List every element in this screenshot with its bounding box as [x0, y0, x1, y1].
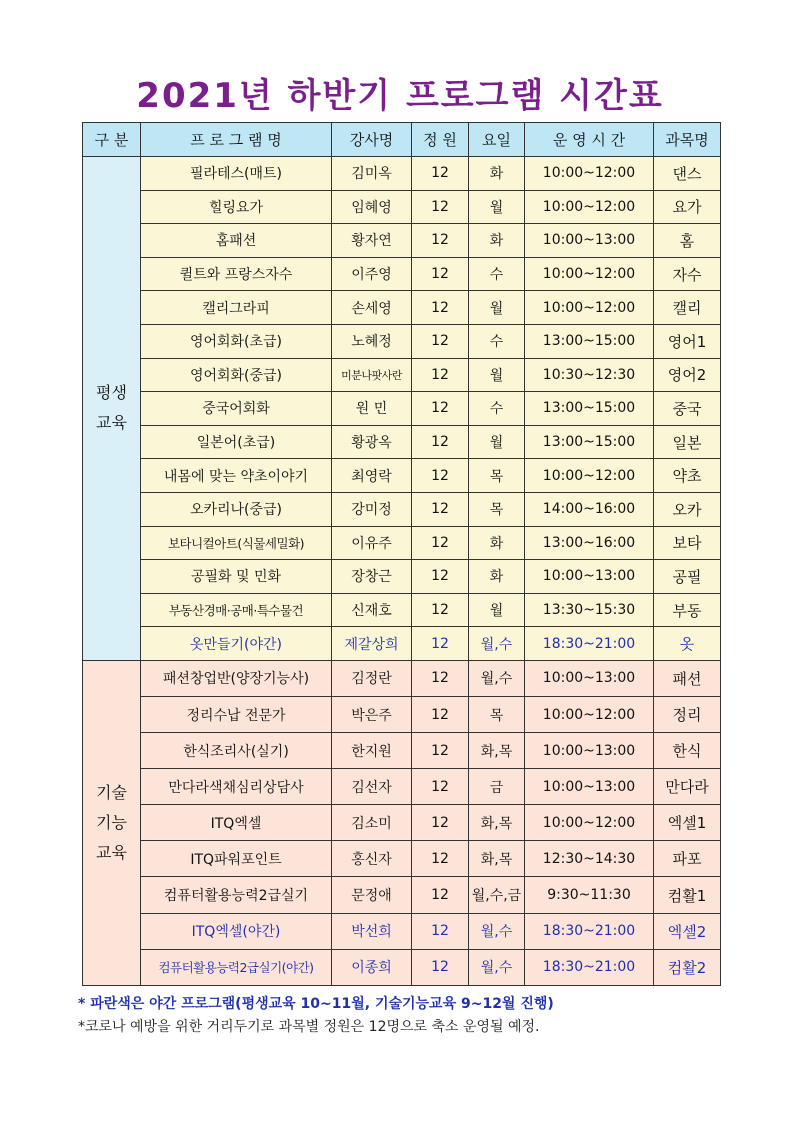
capacity-cell: 12: [412, 913, 469, 949]
time-cell: 13:00~15:00: [525, 392, 654, 426]
instructor-cell: 이유주: [332, 526, 412, 560]
program-cell: 필라테스(매트): [141, 157, 332, 191]
table-row: [83, 358, 721, 392]
instructor-cell: 장창근: [332, 560, 412, 594]
schedule-table: [82, 122, 721, 986]
day-cell: 월: [469, 425, 525, 459]
subject-cell: 옷: [654, 627, 721, 661]
capacity-cell: 12: [412, 358, 469, 392]
header-day: 요일: [469, 123, 525, 157]
capacity-cell: 12: [412, 769, 469, 805]
subject-cell: 일본: [654, 425, 721, 459]
table-row: [83, 593, 721, 627]
day-cell: 월: [469, 291, 525, 325]
table-row: [83, 913, 721, 949]
program-cell: 오카리나(중급): [141, 492, 332, 526]
capacity-cell: 12: [412, 627, 469, 661]
instructor-cell: 황자연: [332, 224, 412, 258]
category-cell: 평생 교육: [83, 157, 141, 661]
capacity-cell: 12: [412, 291, 469, 325]
program-cell: 부동산경매·공매·특수물건: [141, 593, 332, 627]
capacity-cell: 12: [412, 492, 469, 526]
table-row: [83, 627, 721, 661]
instructor-cell: 신재호: [332, 593, 412, 627]
instructor-cell: 박은주: [332, 697, 412, 733]
time-cell: 10:00~13:00: [525, 660, 654, 696]
time-cell: 10:30~12:30: [525, 358, 654, 392]
table-row: [83, 697, 721, 733]
day-cell: 화,목: [469, 805, 525, 841]
day-cell: 화: [469, 157, 525, 191]
program-cell: 패션창업반(양장기능사): [141, 660, 332, 696]
instructor-cell: 김정란: [332, 660, 412, 696]
program-cell: 영어회화(초급): [141, 324, 332, 358]
day-cell: 목: [469, 697, 525, 733]
day-cell: 화: [469, 560, 525, 594]
program-cell: 만다라색채심리상담사: [141, 769, 332, 805]
capacity-cell: 12: [412, 593, 469, 627]
subject-cell: 보타: [654, 526, 721, 560]
program-cell: ITQ엑셀: [141, 805, 332, 841]
instructor-cell: 이주영: [332, 257, 412, 291]
program-cell: 공필화 및 민화: [141, 560, 332, 594]
day-cell: 수: [469, 324, 525, 358]
table-header-row: [83, 123, 721, 157]
instructor-cell: 김선자: [332, 769, 412, 805]
program-cell: 컴퓨터활용능력2급실기(야간): [141, 949, 332, 985]
table-row: [83, 425, 721, 459]
time-cell: 14:00~16:00: [525, 492, 654, 526]
header-program: 프 로 그 램 명: [141, 123, 332, 157]
capacity-cell: 12: [412, 324, 469, 358]
day-cell: 화: [469, 526, 525, 560]
program-cell: 캘리그라피: [141, 291, 332, 325]
capacity-cell: 12: [412, 697, 469, 733]
subject-cell: 부동: [654, 593, 721, 627]
subject-cell: 요가: [654, 190, 721, 224]
day-cell: 월,수: [469, 949, 525, 985]
time-cell: 13:30~15:30: [525, 593, 654, 627]
table-row: [83, 224, 721, 258]
table-row: [83, 157, 721, 191]
table-row: [83, 257, 721, 291]
day-cell: 금: [469, 769, 525, 805]
subject-cell: 영어2: [654, 358, 721, 392]
capacity-cell: 12: [412, 733, 469, 769]
day-cell: 월,수,금: [469, 877, 525, 913]
instructor-cell: 김미옥: [332, 157, 412, 191]
table-row: [83, 733, 721, 769]
table-row: [83, 526, 721, 560]
capacity-note: *코로나 예방을 위한 거리두기로 과목별 정원은 12명으로 축소 운영될 예정.: [78, 1019, 540, 1035]
program-cell: 한식조리사(실기): [141, 733, 332, 769]
day-cell: 목: [469, 459, 525, 493]
program-cell: 홈패션: [141, 224, 332, 258]
subject-cell: 패션: [654, 660, 721, 696]
table-row: [83, 291, 721, 325]
capacity-cell: 12: [412, 459, 469, 493]
header-time: 운 영 시 간: [525, 123, 654, 157]
category-cell: 기술 기능 교육: [83, 660, 141, 985]
program-cell: ITQ파워포인트: [141, 841, 332, 877]
table-row: [83, 660, 721, 696]
program-cell: ITQ엑셀(야간): [141, 913, 332, 949]
table-row: [83, 560, 721, 594]
header-subject: 과목명: [654, 123, 721, 157]
time-cell: 10:00~13:00: [525, 733, 654, 769]
subject-cell: 댄스: [654, 157, 721, 191]
table-body: [83, 157, 721, 986]
day-cell: 월,수: [469, 913, 525, 949]
subject-cell: 컴활2: [654, 949, 721, 985]
day-cell: 월: [469, 190, 525, 224]
day-cell: 화,목: [469, 733, 525, 769]
capacity-cell: 12: [412, 157, 469, 191]
header-category: 구 분: [83, 123, 141, 157]
time-cell: 10:00~12:00: [525, 459, 654, 493]
capacity-cell: 12: [412, 224, 469, 258]
night-program-note: * 파란색은 야간 프로그램(평생교육 10~11월, 기술기능교육 9~12월 진행): [78, 996, 554, 1012]
capacity-cell: 12: [412, 877, 469, 913]
subject-cell: 약초: [654, 459, 721, 493]
time-cell: 10:00~12:00: [525, 190, 654, 224]
table-row: [83, 949, 721, 985]
subject-cell: 오카: [654, 492, 721, 526]
time-cell: 18:30~21:00: [525, 627, 654, 661]
day-cell: 월: [469, 593, 525, 627]
table-row: [83, 492, 721, 526]
day-cell: 수: [469, 392, 525, 426]
capacity-cell: 12: [412, 392, 469, 426]
day-cell: 월,수: [469, 660, 525, 696]
subject-cell: 파포: [654, 841, 721, 877]
day-cell: 월: [469, 358, 525, 392]
time-cell: 13:00~15:00: [525, 425, 654, 459]
instructor-cell: 임혜영: [332, 190, 412, 224]
header-capacity: 정 원: [412, 123, 469, 157]
time-cell: 10:00~13:00: [525, 560, 654, 594]
time-cell: 9:30~11:30: [525, 877, 654, 913]
program-cell: 보타니컬아트(식물세밀화): [141, 526, 332, 560]
subject-cell: 캘리: [654, 291, 721, 325]
table-row: [83, 805, 721, 841]
instructor-cell: 제갈상희: [332, 627, 412, 661]
program-cell: 중국어회화: [141, 392, 332, 426]
subject-cell: 공필: [654, 560, 721, 594]
table-row: [83, 190, 721, 224]
subject-cell: 만다라: [654, 769, 721, 805]
subject-cell: 엑셀2: [654, 913, 721, 949]
day-cell: 수: [469, 257, 525, 291]
time-cell: 18:30~21:00: [525, 949, 654, 985]
time-cell: 10:00~12:00: [525, 697, 654, 733]
subject-cell: 자수: [654, 257, 721, 291]
day-cell: 월,수: [469, 627, 525, 661]
instructor-cell: 이종희: [332, 949, 412, 985]
subject-cell: 컴활1: [654, 877, 721, 913]
capacity-cell: 12: [412, 257, 469, 291]
time-cell: 12:30~14:30: [525, 841, 654, 877]
instructor-cell: 황광옥: [332, 425, 412, 459]
instructor-cell: 김소미: [332, 805, 412, 841]
instructor-cell: 문정애: [332, 877, 412, 913]
instructor-cell: 최영락: [332, 459, 412, 493]
capacity-cell: 12: [412, 526, 469, 560]
program-cell: 컴퓨터활용능력2급실기: [141, 877, 332, 913]
program-cell: 정리수납 전문가: [141, 697, 332, 733]
subject-cell: 엑셀1: [654, 805, 721, 841]
instructor-cell: 한지원: [332, 733, 412, 769]
program-cell: 힐링요가: [141, 190, 332, 224]
time-cell: 10:00~12:00: [525, 257, 654, 291]
subject-cell: 중국: [654, 392, 721, 426]
table-row: [83, 877, 721, 913]
capacity-cell: 12: [412, 425, 469, 459]
time-cell: 13:00~16:00: [525, 526, 654, 560]
time-cell: 10:00~12:00: [525, 805, 654, 841]
capacity-cell: 12: [412, 949, 469, 985]
capacity-cell: 12: [412, 560, 469, 594]
program-cell: 내몸에 맞는 약초이야기: [141, 459, 332, 493]
time-cell: 10:00~12:00: [525, 291, 654, 325]
program-cell: 옷만들기(야간): [141, 627, 332, 661]
time-cell: 18:30~21:00: [525, 913, 654, 949]
subject-cell: 영어1: [654, 324, 721, 358]
capacity-cell: 12: [412, 660, 469, 696]
time-cell: 10:00~13:00: [525, 769, 654, 805]
table-row: [83, 459, 721, 493]
table-row: [83, 841, 721, 877]
capacity-cell: 12: [412, 190, 469, 224]
instructor-cell: 손세영: [332, 291, 412, 325]
program-cell: 퀼트와 프랑스자수: [141, 257, 332, 291]
day-cell: 화,목: [469, 841, 525, 877]
subject-cell: 정리: [654, 697, 721, 733]
instructor-cell: 강미정: [332, 492, 412, 526]
day-cell: 목: [469, 492, 525, 526]
subject-cell: 홈: [654, 224, 721, 258]
header-instructor: 강사명: [332, 123, 412, 157]
program-cell: 일본어(초급): [141, 425, 332, 459]
instructor-cell: 노혜정: [332, 324, 412, 358]
time-cell: 13:00~15:00: [525, 324, 654, 358]
program-cell: 영어회화(중급): [141, 358, 332, 392]
subject-cell: 한식: [654, 733, 721, 769]
instructor-cell: 미분나팟사란: [332, 358, 412, 392]
time-cell: 10:00~12:00: [525, 157, 654, 191]
page-title: 2021년 하반기 프로그램 시간표: [136, 76, 664, 116]
instructor-cell: 박선희: [332, 913, 412, 949]
time-cell: 10:00~13:00: [525, 224, 654, 258]
day-cell: 화: [469, 224, 525, 258]
table-row: [83, 324, 721, 358]
table-row: [83, 392, 721, 426]
capacity-cell: 12: [412, 841, 469, 877]
table-row: [83, 769, 721, 805]
instructor-cell: 홍신자: [332, 841, 412, 877]
instructor-cell: 원 민: [332, 392, 412, 426]
capacity-cell: 12: [412, 805, 469, 841]
